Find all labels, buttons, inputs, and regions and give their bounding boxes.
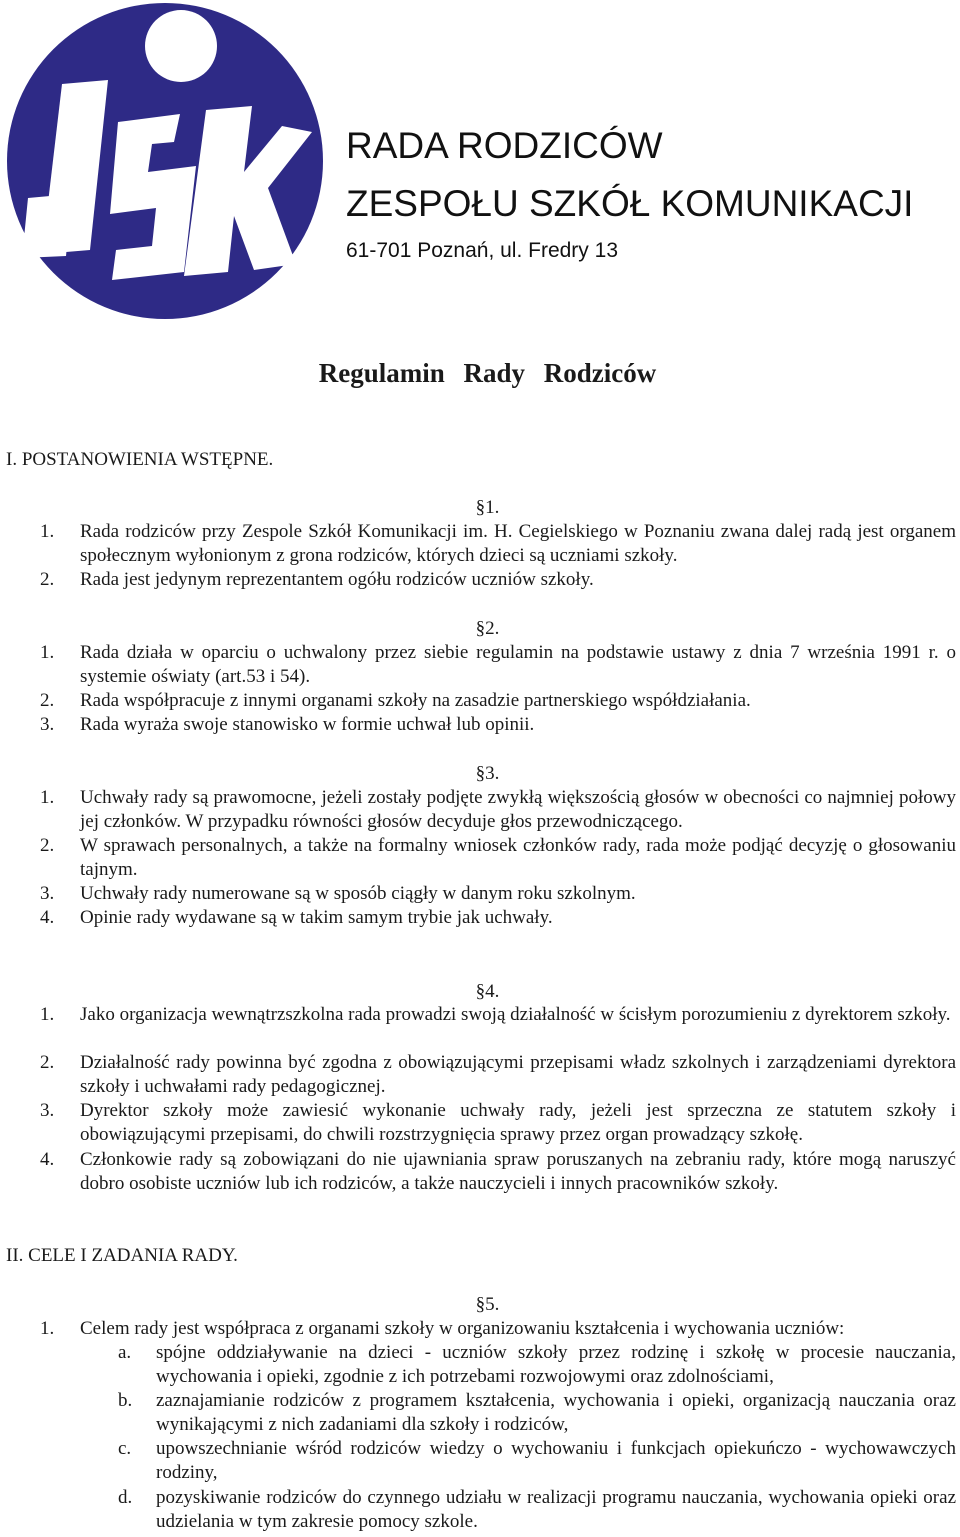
item-text: zaznajamianie rodziców z programem kształcenia, wychowania i opieki, organizacją nauczania oraz wynikającymi z nich zadaniami dla szkoły i rodziców, <box>156 1390 956 1435</box>
item-text: Dyrektor szkoły może zawiesić wykonanie uchwały rady, jeżeli jest sprzeczna ze statutem szkoły i obowiązującymi przepisami, do chwili rozstrzygnięcia sprawy przez organ prowadzący szkołę. <box>80 1100 956 1145</box>
header-title-line1: RADA RODZICÓW <box>346 125 663 166</box>
item-letter: b. <box>118 1390 133 1411</box>
paragraph-mark: §1. <box>475 497 500 518</box>
item-text: Jako organizacja wewnątrzszkolna rada prowadzi swoją działalność w ścisłym porozumieniu z dyrektorem szkoły. <box>80 1004 951 1025</box>
item-letter: d. <box>118 1487 133 1508</box>
item-text: Rada jest jedynym reprezentantem ogółu rodziców uczniów szkoły. <box>80 569 594 590</box>
item-number: 1. <box>40 1318 55 1339</box>
item-text: Celem rady jest współpraca z organami szkoły w organizowaniu kształcenia i wychowania uczniów: <box>80 1318 845 1339</box>
item-text: Rada działa w oparciu o uchwalony przez siebie regulamin na podstawie ustawy z dnia 7 września 1991 r. o systemie oświaty (art.53 i 54). <box>80 642 956 687</box>
item-text: Rada rodziców przy Zespole Szkół Komunikacji im. H. Cegielskiego w Poznaniu zwana dalej radą jest organem społecznym wyłonionym z grona rodziców, których dzieci są uczniami szkoły. <box>80 521 956 566</box>
item-number: 1. <box>40 1004 55 1025</box>
paragraph-mark: §4. <box>475 981 500 1002</box>
item-number: 3. <box>40 1100 55 1121</box>
item-number: 1. <box>40 642 55 663</box>
paragraph-mark: §3. <box>475 763 500 784</box>
item-number: 1. <box>40 521 55 542</box>
item-letter: a. <box>118 1342 132 1363</box>
zsk-logo-icon <box>6 2 324 320</box>
header-address: 61-701 Poznań, ul. Fredry 13 <box>346 239 618 262</box>
paragraph-mark: §2. <box>475 618 500 639</box>
item-text: pozyskiwanie rodziców do czynnego udziału w realizacji programu nauczania, wychowania opieki oraz udzielania w tym zakresie pomocy szkole. <box>156 1487 956 1532</box>
item-number: 2. <box>40 690 55 711</box>
paragraph-mark: §5. <box>475 1294 500 1315</box>
item-text: Rada wyraża swoje stanowisko w formie uchwał lub opinii. <box>80 714 535 735</box>
section-heading: II. CELE I ZADANIA RADY. <box>6 1245 238 1266</box>
item-text: spójne oddziaływanie na dzieci - uczniów szkoły przez rodzinę i szkołę w procesie nauczania, wychowania i opieki, zgodnie z ich potrzebami rozwojowymi oraz zdolnościami, <box>156 1342 956 1387</box>
section-heading: I. POSTANOWIENIA WSTĘPNE. <box>6 449 274 470</box>
item-number: 1. <box>40 787 55 808</box>
item-number: 4. <box>40 907 55 928</box>
item-text: Rada współpracuje z innymi organami szkoły na zasadzie partnerskiego współdziałania. <box>80 690 751 711</box>
item-text: Członkowie rady są zobowiązani do nie ujawniania spraw poruszanych na zebraniu rady, które mogą naruszyć dobro osobiste uczniów lub ich rodziców, a także nauczycieli i innych pracowników szkoły. <box>80 1149 956 1194</box>
item-text: W sprawach personalnych, a także na formalny wniosek członków rady, rada może podjąć decyzję o głosowaniu tajnym. <box>80 835 956 880</box>
item-letter: c. <box>118 1438 132 1459</box>
item-text: Uchwały rady numerowane są w sposób ciągły w danym roku szkolnym. <box>80 883 636 904</box>
item-number: 2. <box>40 1052 55 1073</box>
document-title: Regulamin Rady Rodziców <box>318 358 657 388</box>
item-number: 4. <box>40 1149 55 1170</box>
item-number: 3. <box>40 883 55 904</box>
item-text: Uchwały rady są prawomocne, jeżeli zostały podjęte zwykłą większością głosów w obecności co najmniej połowy jej członków. W przypadku równości głosów decyduje głos przewodniczącego. <box>80 787 956 832</box>
item-number: 3. <box>40 714 55 735</box>
item-number: 2. <box>40 569 55 590</box>
item-text: upowszechnianie wśród rodziców wiedzy o wychowaniu i funkcjach opiekuńczo - wychowawczych rodziny, <box>156 1438 956 1483</box>
item-text: Działalność rady powinna być zgodna z obowiązującymi przepisami władz szkolnych i zarządzeniami dyrektora szkoły i uchwałami rady pedagogicznej. <box>80 1052 956 1097</box>
header-title-line2: ZESPOŁU SZKÓŁ KOMUNIKACJI <box>346 183 914 224</box>
item-number: 2. <box>40 835 55 856</box>
item-text: Opinie rady wydawane są w takim samym trybie jak uchwały. <box>80 907 553 928</box>
